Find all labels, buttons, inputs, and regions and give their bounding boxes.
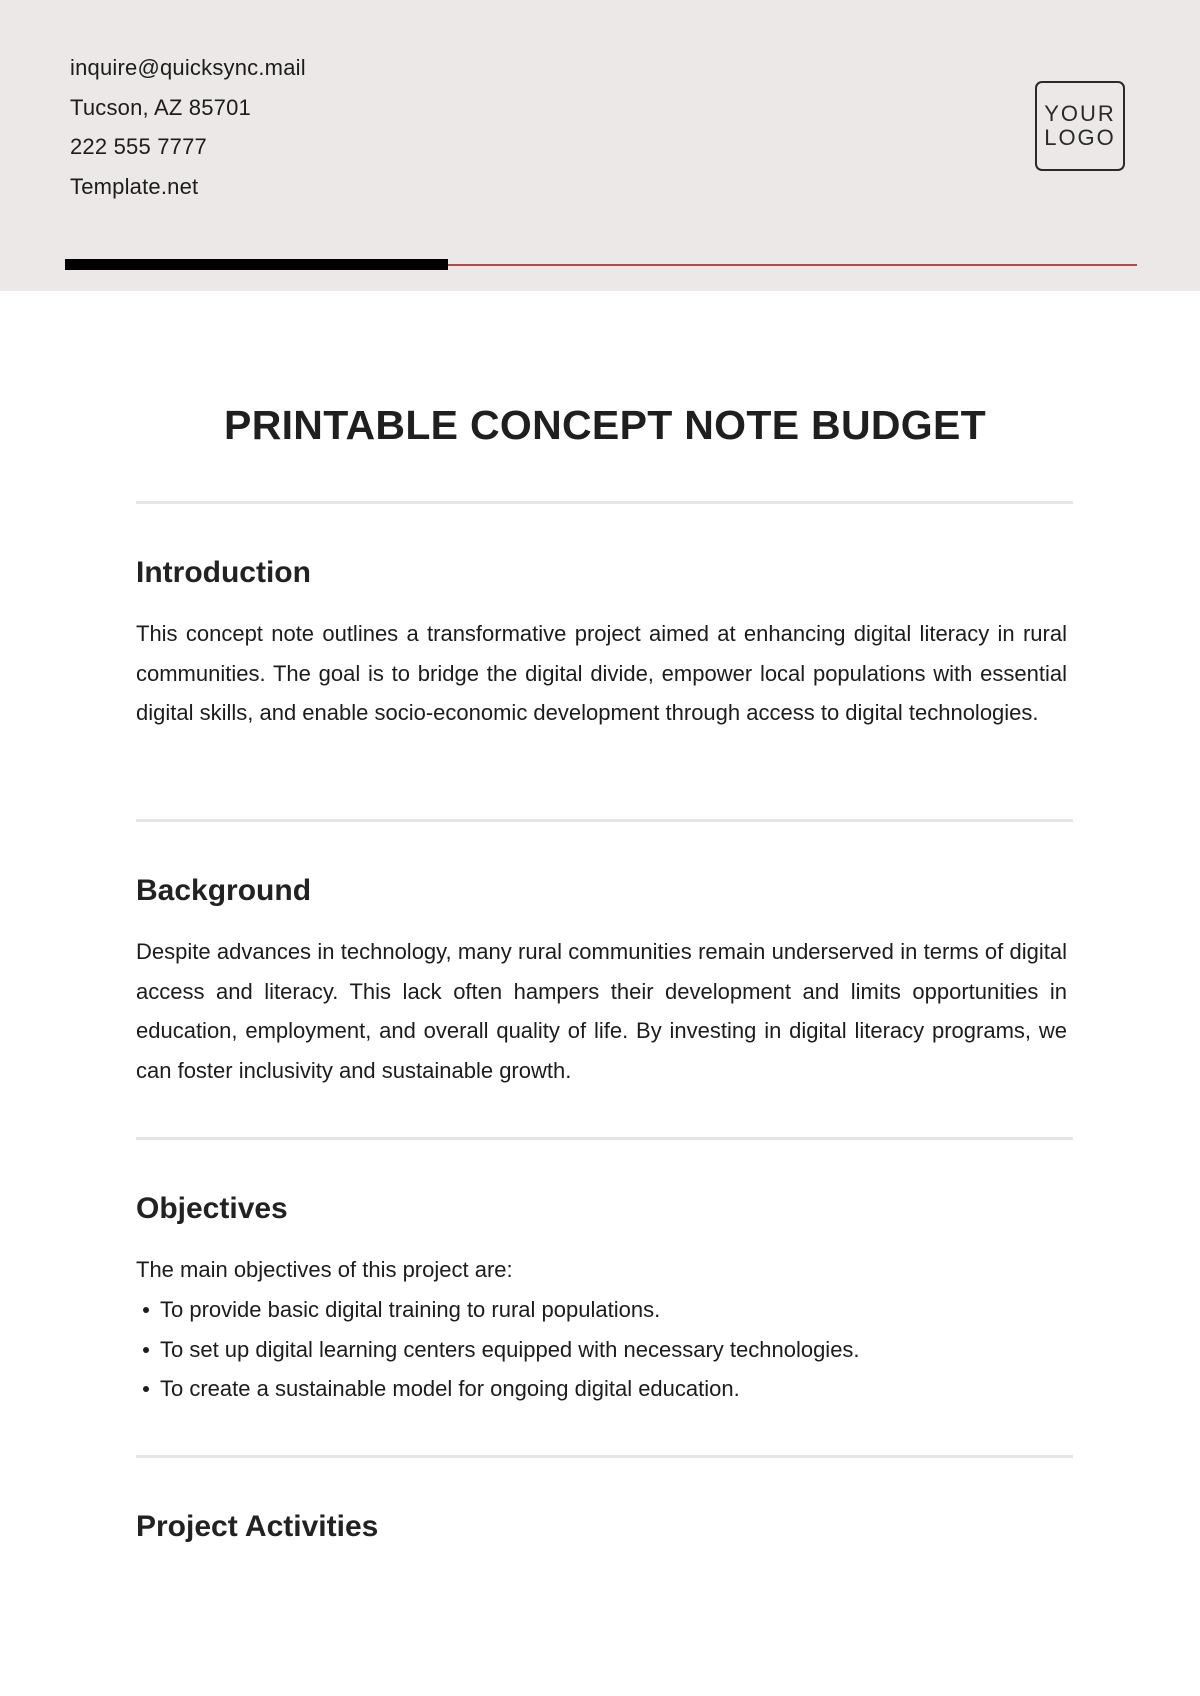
list-item <box>136 1369 860 1409</box>
document-title: PRINTABLE CONCEPT NOTE BUDGET <box>224 402 986 448</box>
objectives-intro: The main objectives of this project are: <box>136 1257 513 1282</box>
header-accent-bar <box>65 259 448 270</box>
logo-placeholder <box>1035 81 1125 171</box>
background-body: Despite advances in technology, many rural communities remain underserved in terms of digital access and literacy. This lack often hampers their development and limits opportunities in education, employment, and overall quality of life. By investing in digital literacy programs, we can foster inclusivity and sustainable growth. <box>136 939 1067 1083</box>
letterhead <box>0 0 1200 291</box>
bullet-icon <box>143 1307 149 1313</box>
list-item <box>136 1330 860 1370</box>
contact-address: Tucson, AZ 85701 <box>70 94 251 120</box>
section-divider <box>136 1455 1073 1458</box>
objectives-heading: Objectives <box>136 1192 288 1225</box>
bullet-icon <box>143 1386 149 1392</box>
introduction-body: This concept note outlines a transformative project aimed at enhancing digital literacy in rural communities. The goal is to bridge the digital divide, empower local populations with essential digital skills, and enable socio-economic development through access to digital technologies. <box>136 621 1067 725</box>
background-heading: Background <box>136 874 312 907</box>
section-divider <box>136 1137 1073 1140</box>
contact-email: inquire@quicksync.mail <box>70 55 306 80</box>
logo-text-line1: YOUR <box>1044 101 1116 126</box>
objective-text: To create a sustainable model for ongoing digital education. <box>160 1376 740 1401</box>
header-accent-line <box>448 264 1137 266</box>
contact-block <box>70 48 306 206</box>
contact-website: Template.net <box>70 173 199 199</box>
objective-text: To set up digital learning centers equipped with necessary technologies. <box>160 1336 860 1362</box>
objectives-list <box>136 1290 860 1409</box>
section-divider <box>136 501 1073 504</box>
project-activities-heading: Project Activities <box>136 1510 379 1543</box>
objective-text: To provide basic digital training to rural populations. <box>160 1297 661 1322</box>
contact-phone: 222 555 7777 <box>70 134 207 159</box>
list-item <box>136 1290 860 1330</box>
bullet-icon <box>143 1347 149 1353</box>
logo-text-line2: LOGO <box>1044 125 1116 150</box>
introduction-heading: Introduction <box>136 556 311 589</box>
section-divider <box>136 819 1073 822</box>
